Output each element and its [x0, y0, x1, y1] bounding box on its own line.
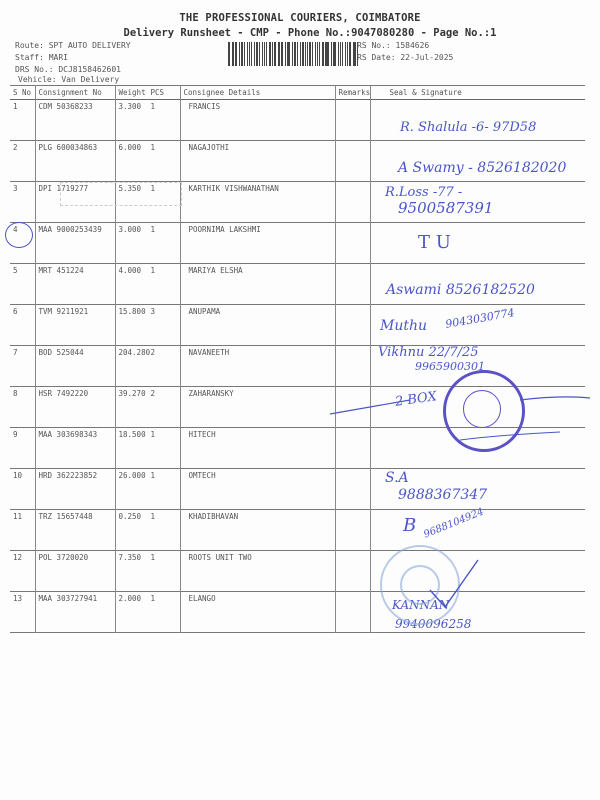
cell-weight-pcs [115, 264, 180, 305]
cell-weight: 39.270 [118, 389, 146, 398]
signature-row-8: 2 BOX [394, 389, 438, 410]
barcode-bar [264, 42, 265, 66]
cell-weight: 2.000 [118, 594, 142, 603]
table-row [10, 469, 585, 510]
barcode-bar [272, 42, 273, 66]
barcode-bar [278, 42, 279, 66]
vehicle-label: Vehicle: Van Delivery [18, 75, 120, 84]
cell-consignee: NAGAJOTHI [180, 141, 335, 182]
signature-row-6b: 9043030774 [444, 306, 516, 331]
barcode-bar [297, 42, 298, 66]
cell-weight: 26.000 [118, 471, 146, 480]
barcode-bar [256, 42, 258, 66]
cell-weight-pcs [115, 141, 180, 182]
barcode-bar [338, 42, 339, 66]
signature-row-2: A Swamy - 8526182020 [398, 160, 567, 176]
staff-label: Staff: MARI [15, 53, 68, 62]
cell-consignment: MAA 9000253439 [35, 223, 115, 264]
cell-sno: 8 [13, 389, 18, 398]
barcode-bar [354, 42, 356, 66]
barcode-bar [269, 42, 271, 66]
barcode-bar [233, 42, 234, 66]
barcode-bar [331, 42, 332, 66]
cell-remarks [335, 346, 370, 387]
rs-number: RS No.: 1584626 [357, 41, 430, 50]
cell-sno: 9 [13, 430, 18, 439]
document-subtitle: Delivery Runsheet - CMP - Phone No.:9047080280 - Page No.:1 [123, 27, 497, 39]
cell-consignment: MAA 303698343 [35, 428, 115, 469]
cell-weight: 3.300 [118, 102, 142, 111]
cell-pcs: 1 [150, 266, 156, 275]
barcode-bar [259, 42, 261, 66]
drs-number: DRS No.: DCJ8158462601 [15, 65, 121, 74]
cell-pcs: 1 [150, 430, 156, 439]
barcode-bar [334, 42, 336, 66]
cell-weight: 4.000 [118, 266, 142, 275]
barcode-bar [279, 42, 280, 66]
barcode-bar [249, 42, 251, 66]
barcode-bar [254, 42, 255, 66]
cell-weight-pcs [115, 346, 180, 387]
barcode-bar [285, 42, 286, 66]
signature-row-3b: 9500587391 [398, 199, 494, 217]
cell-pcs: 1 [150, 512, 156, 521]
barcode-bar [333, 42, 334, 66]
cell-sno: 3 [13, 184, 18, 193]
cell-remarks [335, 305, 370, 346]
document-title: THE PROFESSIONAL COURIERS, COIMBATORE [179, 12, 421, 24]
barcode-bar [307, 42, 308, 66]
barcode-bar [342, 42, 344, 66]
cell-consignment: TVM 9211921 [35, 305, 115, 346]
signature-row-7a: Vikhnu 22/7/25 [378, 345, 479, 360]
cell-weight: 204.280 [118, 348, 151, 357]
signature-row-11b: 9688104924 [422, 506, 486, 541]
cell-consignee: FRANCIS [180, 100, 335, 141]
cell-consignment: MRT 451224 [35, 264, 115, 305]
cell-consignee: ANUPAMA [180, 305, 335, 346]
signature-row-5: Aswami 8526182520 [386, 282, 535, 298]
cell-pcs: 1 [150, 225, 156, 234]
signature-row-3a: R.Loss -77 - [385, 185, 463, 200]
cell-remarks [335, 223, 370, 264]
signature-row-10a: S.A [385, 470, 409, 486]
cell-pcs: 1 [150, 553, 156, 562]
cell-weight: 5.350 [118, 184, 142, 193]
col-signature: Seal & Signature [370, 86, 585, 100]
col-sno: S No [13, 88, 32, 97]
barcode-bar [322, 42, 324, 66]
barcode-bar [266, 42, 267, 66]
barcode-bar [281, 42, 283, 66]
barcode-bar [294, 42, 296, 66]
barcode-bar [241, 42, 243, 66]
cell-consignee: NAVANEETH [180, 346, 335, 387]
barcode-bar [232, 42, 233, 66]
col-remarks: Remarks [335, 86, 370, 100]
col-consignee: Consignee Details [180, 86, 335, 100]
cell-sno: 11 [13, 512, 23, 521]
cell-sno: 6 [13, 307, 18, 316]
faint-stamp-impression [60, 182, 182, 206]
signature-row-6a: Muthu [380, 318, 428, 334]
table-header-row [10, 86, 585, 100]
cell-consignee: KARTHIK VISHWANATHAN [180, 182, 335, 223]
cell-consignment: HRD 362223852 [35, 469, 115, 510]
cell-remarks [335, 510, 370, 551]
barcode-bar [349, 42, 351, 66]
cell-pcs: 1 [150, 143, 156, 152]
cell-consignment: POL 3720020 [35, 551, 115, 592]
barcode-bar [300, 42, 301, 66]
cell-remarks [335, 469, 370, 510]
col-weight: Weight [118, 88, 146, 97]
barcode-bar [235, 42, 237, 66]
cell-weight: 6.000 [118, 143, 142, 152]
barcode-bar [345, 42, 346, 66]
table-row [10, 223, 585, 264]
barcode [228, 42, 360, 66]
cell-sno: 5 [13, 266, 18, 275]
barcode-bar [228, 42, 230, 66]
roots-seal-inner [400, 565, 440, 605]
table-row [10, 592, 585, 633]
barcode-bar [326, 42, 328, 66]
circle-mark [5, 222, 33, 248]
cell-consignee: ROOTS UNIT TWO [180, 551, 335, 592]
cell-consignee: POORNIMA LAKSHMI [180, 223, 335, 264]
signature-row-13a: KANNAN [392, 598, 450, 612]
cell-remarks [335, 428, 370, 469]
barcode-bar [288, 42, 290, 66]
barcode-bar [325, 42, 326, 66]
signature-row-7b: 9965900301 [415, 360, 485, 373]
barcode-bar [340, 42, 341, 66]
table-row [10, 551, 585, 592]
signature-row-4: T U [418, 232, 451, 253]
barcode-bar [317, 42, 318, 66]
barcode-bar [347, 42, 348, 66]
cell-weight: 15.800 [118, 307, 146, 316]
rs-date: RS Date: 22-Jul-2025 [357, 53, 454, 62]
cell-pcs: 1 [150, 471, 156, 480]
cell-consignee: ZAHARANSKY [180, 387, 335, 428]
cell-sno: 12 [13, 553, 23, 562]
cell-pcs: 2 [150, 389, 156, 398]
barcode-bar [319, 42, 320, 66]
cell-pcs: 1 [150, 102, 156, 111]
barcode-bar [305, 42, 306, 66]
cell-weight-pcs [115, 223, 180, 264]
col-consignment: Consignment No [35, 86, 115, 100]
cell-sno: 4 [13, 225, 18, 234]
cell-consignee: ELANGO [180, 592, 335, 633]
cell-pcs: 2 [150, 348, 156, 357]
signature-row-1: R. Shalula -6- 97D58 [400, 120, 537, 135]
barcode-bar [244, 42, 245, 66]
barcode-bar [353, 42, 354, 66]
cell-consignment: CDM 50368233 [35, 100, 115, 141]
cell-consignment: TRZ 15657448 [35, 510, 115, 551]
cell-pcs: 1 [150, 594, 156, 603]
cell-consignee: MARIYA ELSHA [180, 264, 335, 305]
cell-sno: 10 [13, 471, 23, 480]
cell-weight: 3.000 [118, 225, 142, 234]
cell-consignee: HITECH [180, 428, 335, 469]
col-pcs: PCS [150, 88, 165, 97]
cell-pcs: 3 [150, 307, 156, 316]
barcode-bar [292, 42, 293, 66]
barcode-bar [274, 42, 276, 66]
cell-remarks [335, 592, 370, 633]
cell-remarks [335, 182, 370, 223]
cell-consignment: DPI 1719277 [35, 182, 115, 223]
cell-consignment: BOD 525044 [35, 346, 115, 387]
cell-weight: 7.350 [118, 553, 142, 562]
signature-row-11a: B [403, 515, 417, 536]
cell-remarks [335, 387, 370, 428]
cell-remarks [335, 264, 370, 305]
col-weight-pcs [115, 86, 180, 100]
cell-remarks [335, 100, 370, 141]
barcode-bar [302, 42, 304, 66]
cell-sno: 2 [13, 143, 18, 152]
cell-sno: 13 [13, 594, 23, 603]
cell-remarks [335, 141, 370, 182]
cell-weight-pcs [115, 305, 180, 346]
cell-consignment: MAA 303727941 [35, 592, 115, 633]
cell-consignee: OMTECH [180, 469, 335, 510]
cell-remarks [335, 551, 370, 592]
cell-consignment: HSR 7492220 [35, 387, 115, 428]
barcode-bar [247, 42, 248, 66]
barcode-bar [315, 42, 316, 66]
cell-consignee: KHADIBHAVAN [180, 510, 335, 551]
signature-row-10b: 9888367347 [398, 487, 488, 503]
barcode-bar [239, 42, 240, 66]
cell-pcs: 1 [150, 184, 156, 193]
cell-consignment: PLG 600034863 [35, 141, 115, 182]
signature-row-13b: 9940096258 [395, 617, 472, 631]
cell-sno: 7 [13, 348, 18, 357]
company-seal-inner [463, 390, 501, 428]
cell-weight: 18.500 [118, 430, 146, 439]
cell-signature [370, 223, 585, 264]
barcode-bar [309, 42, 311, 66]
cell-weight-pcs [115, 551, 180, 592]
cell-weight-pcs [115, 387, 180, 428]
cell-weight-pcs [115, 428, 180, 469]
cell-weight-pcs [115, 592, 180, 633]
barcode-bar [262, 42, 263, 66]
cell-weight: 0.250 [118, 512, 142, 521]
barcode-bar [312, 42, 314, 66]
table-row [10, 510, 585, 551]
cell-weight-pcs [115, 510, 180, 551]
cell-sno: 1 [13, 102, 18, 111]
cell-weight-pcs [115, 100, 180, 141]
route-label: Route: SPT AUTO DELIVERY [15, 41, 131, 50]
cell-weight-pcs [115, 469, 180, 510]
barcode-bar [251, 42, 252, 66]
barcode-bar [287, 42, 288, 66]
